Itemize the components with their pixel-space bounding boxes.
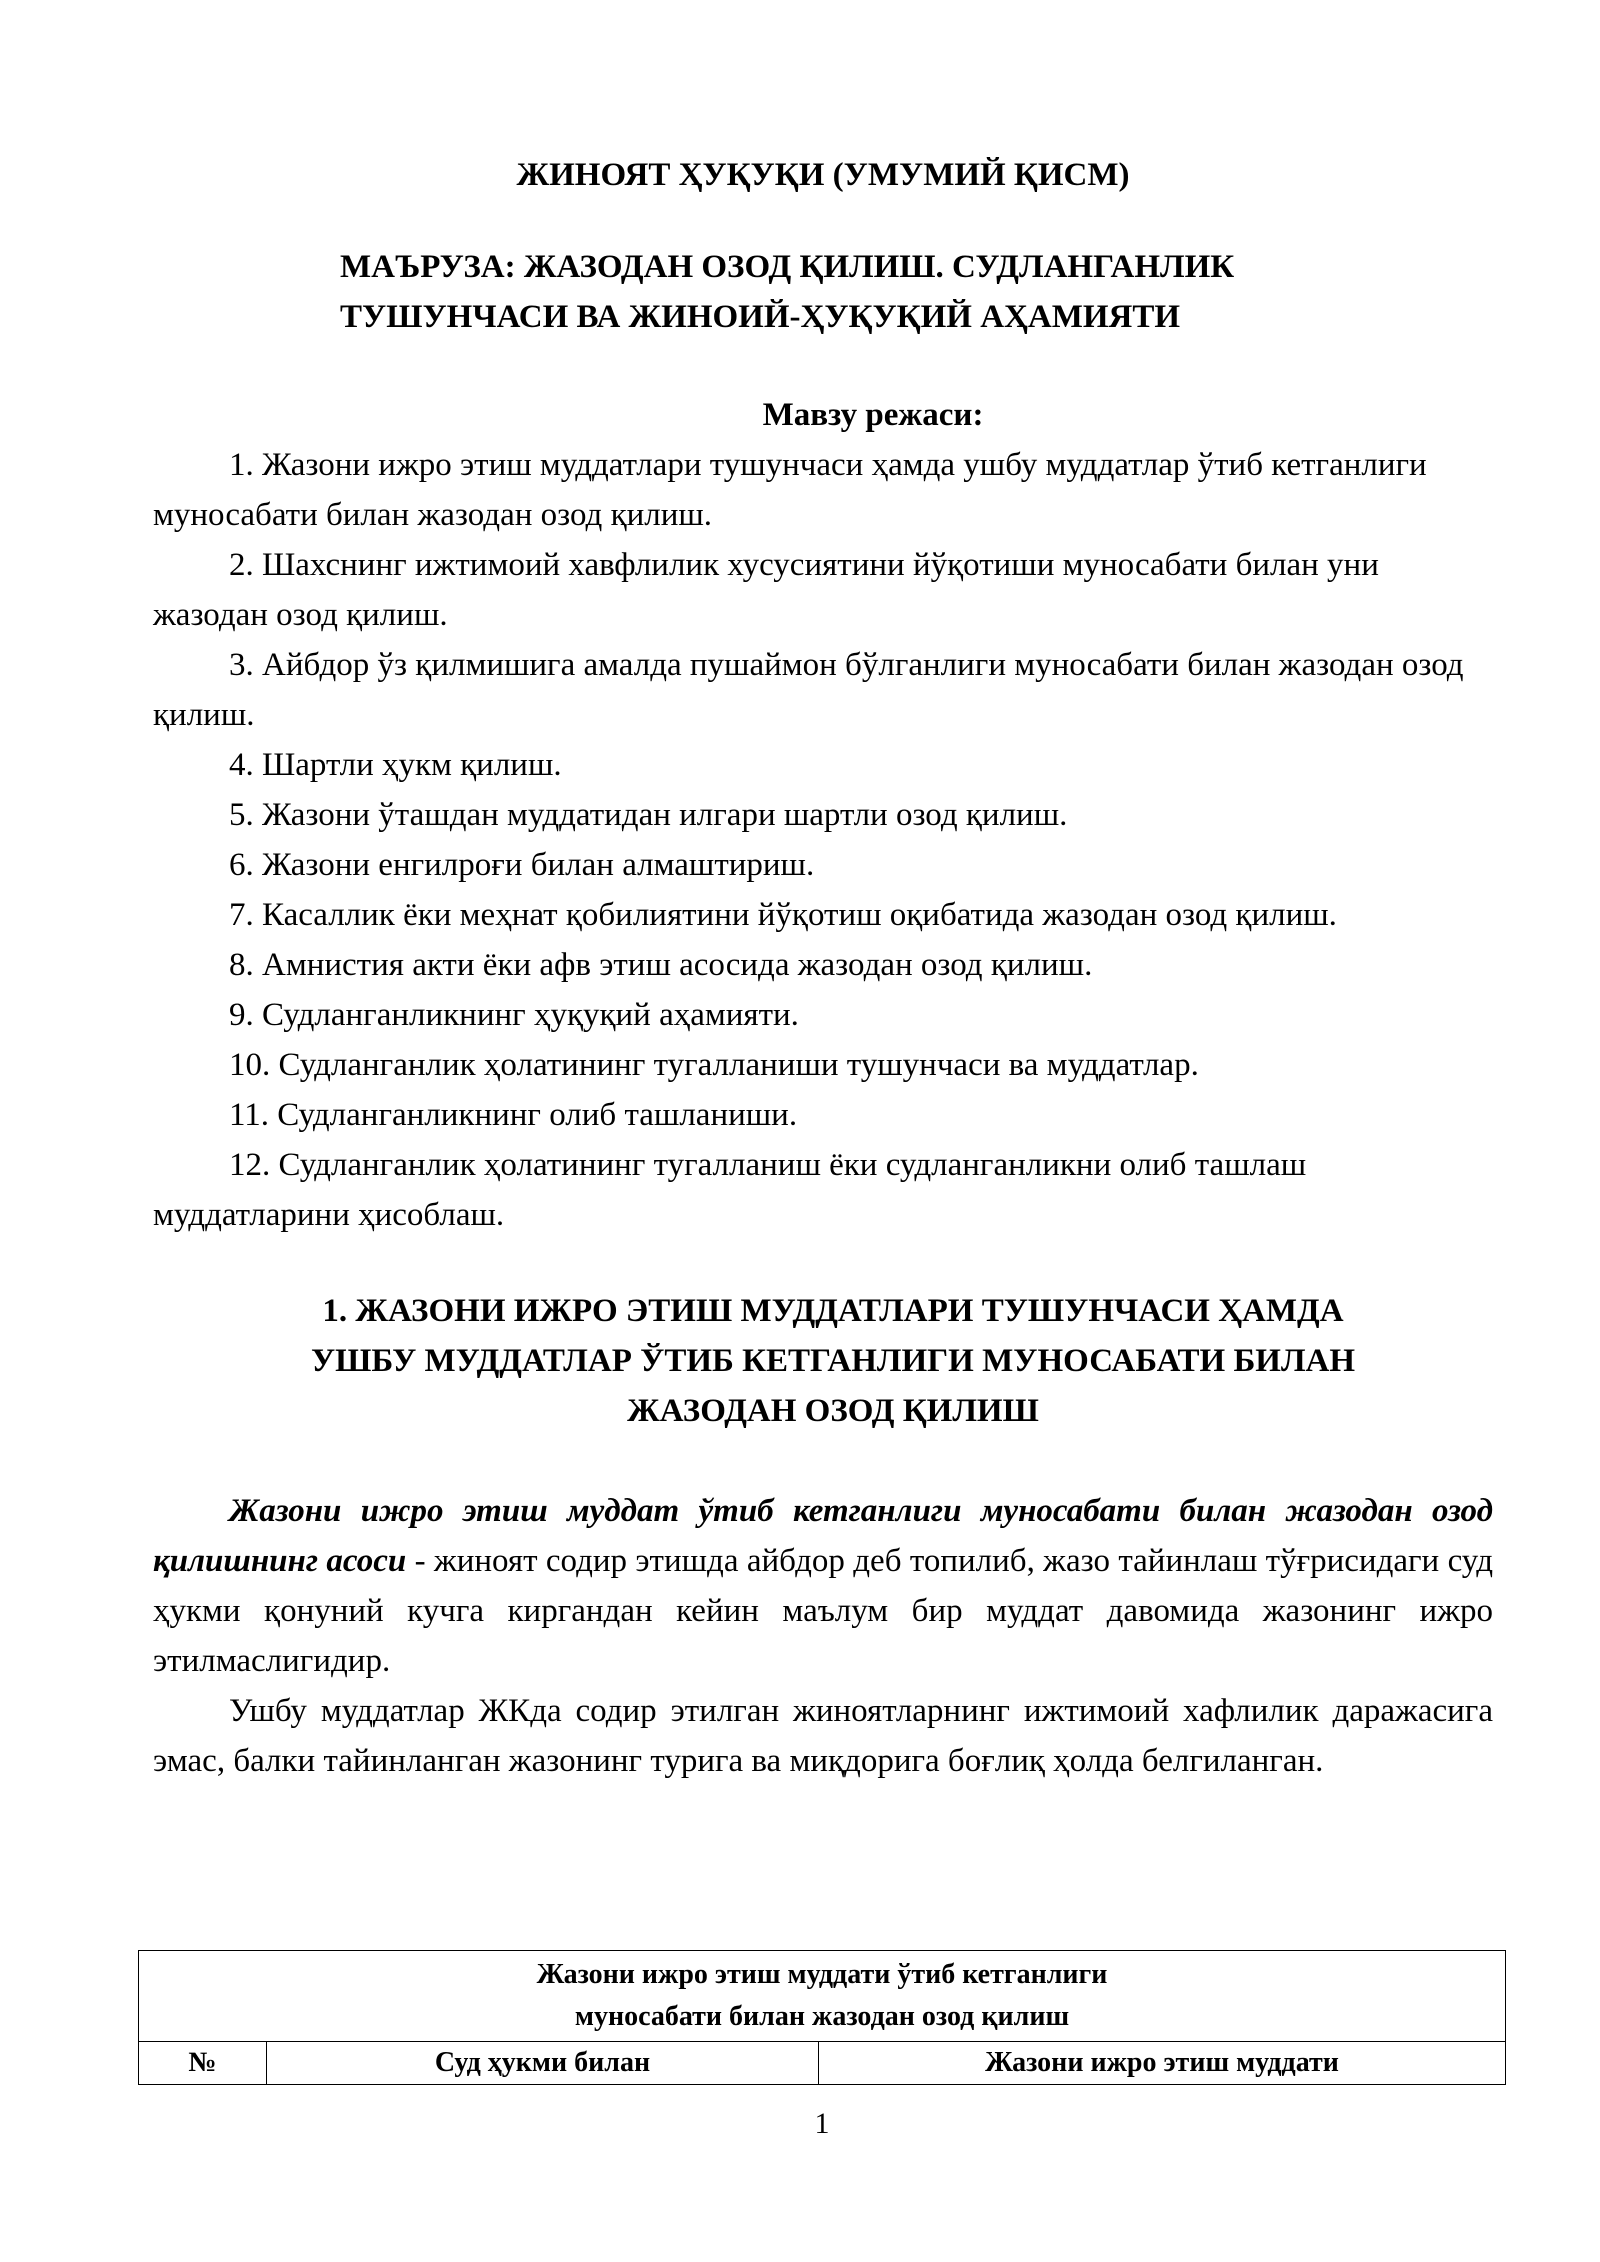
plan-list — [153, 440, 1493, 1240]
table-caption — [139, 1951, 1506, 2042]
page-number: 1 — [814, 2107, 830, 2140]
section-heading-line-3: ЖАЗОДАН ОЗОД ҚИЛИШ — [627, 1393, 1039, 1429]
plan-item: 7. Касаллик ёки меҳнат қобилиятини йўқотиш оқибатида жазодан озод қилиш. — [229, 897, 1337, 933]
plan-item: 1. Жазони ижро этиш муддатлари тушунчаси ҳамда ушбу муддатлар ўтиб кетганлиги муносабати билан жазодан озод қилиш. — [153, 447, 1427, 533]
definition-term: Жазони ижро этиш муддат ўтиб кетганлиги муносабати билан жазодан озод қилишнинг асоси — [153, 1493, 1493, 1579]
table-header-sentence: Суд ҳукми билан — [267, 2042, 819, 2085]
definition-text: - жиноят содир этишда айбдор деб топилиб, жазо тайинлаш тўғрисидаги суд ҳукми қонуний кучга киргандан кейин маълум бир муддат давомида жазонинг ижро этилмаслигидир. — [153, 1543, 1493, 1679]
table-header-number: № — [139, 2042, 267, 2085]
table-caption-line-2: муносабати билан жазодан озод қилиш — [574, 2001, 1070, 2032]
table-caption-line-1: Жазони ижро этиш муддати ўтиб кетганлиги — [536, 1959, 1108, 1990]
plan-item: 6. Жазони енгилроғи билан алмаштириш. — [229, 847, 815, 883]
plan-item: 10. Судланганлик ҳолатининг тугалланиши тушунчаси ва муддатлар. — [229, 1047, 1199, 1083]
table-header-execution-term: Жазони ижро этиш муддати — [819, 2042, 1506, 2085]
plan-item: 11. Судланганликнинг олиб ташланиши. — [229, 1097, 798, 1133]
section-heading — [153, 1286, 1493, 1436]
release-table — [138, 1950, 1506, 2085]
plan-item: 12. Судланганлик ҳолатининг тугалланиш ёки судланганликни олиб ташлаш муддатларини ҳисоблаш. — [153, 1147, 1307, 1233]
plan-item: 9. Судланганликнинг ҳуқуқий аҳамияти. — [229, 997, 799, 1033]
section-heading-line-1: 1. ЖАЗОНИ ИЖРО ЭТИШ МУДДАТЛАРИ ТУШУНЧАСИ ҲАМДА — [322, 1293, 1344, 1329]
lecture-title-line-1: МАЪРУЗА: ЖАЗОДАН ОЗОД ҚИЛИШ. СУДЛАНГАНЛИК — [340, 249, 1235, 285]
paragraph-terms: Ушбу муддатлар ЖКда содир этилган жиноятларнинг ижтимоий хафлилик даражасига эмас, балки тайинланган жазонинг турига ва миқдорига боғлиқ ҳолда белгиланган. — [153, 1693, 1493, 1779]
plan-heading: Мавзу режаси: — [762, 397, 984, 433]
lecture-title-line-2: ТУШУНЧАСИ ВА ЖИНОИЙ-ҲУҚУҚИЙ АҲАМИЯТИ — [340, 299, 1181, 335]
plan-item: 3. Айбдор ўз қилмишига амалда пушаймон бўлганлиги муносабати билан жазодан озод қилиш. — [153, 647, 1464, 733]
lecture-title — [153, 242, 1493, 342]
plan-item: 5. Жазони ўташдан муддатидан илгари шартли озод қилиш. — [229, 797, 1068, 833]
plan-item: 8. Амнистия акти ёки афв этиш асосида жазодан озод қилиш. — [229, 947, 1093, 983]
document-title: ЖИНОЯТ ҲУҚУҚИ (УМУМИЙ ҚИСМ) — [516, 157, 1130, 193]
plan-item: 4. Шартли ҳукм қилиш. — [229, 747, 562, 783]
section-heading-line-2: УШБУ МУДДАТЛАР ЎТИБ КЕТГАНЛИГИ МУНОСАБАТИ БИЛАН — [310, 1343, 1356, 1379]
plan-item: 2. Шахснинг ижтимоий хавфлилик хусусиятини йўқотиши муносабати билан уни жазодан озод қилиш. — [153, 547, 1379, 633]
paragraph-definition — [153, 1486, 1493, 1686]
document-page — [153, 150, 1493, 1786]
